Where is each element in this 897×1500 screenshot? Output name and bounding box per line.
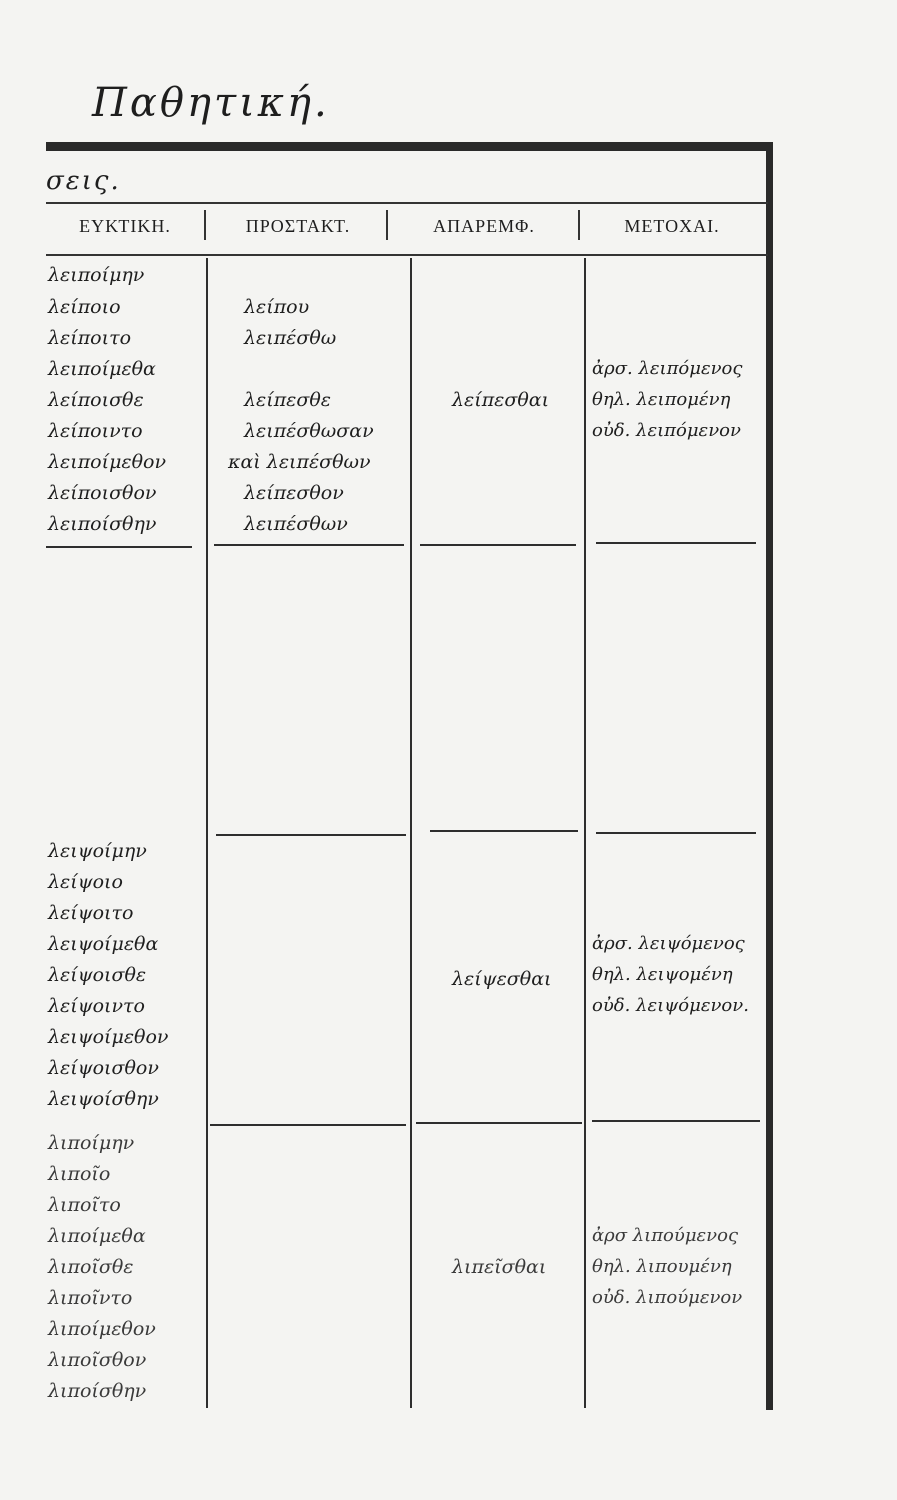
participle-feminine: θηλ. λειπομένη	[592, 389, 731, 410]
participle-masculine: ἀρσ λιπούμενος	[592, 1225, 739, 1246]
header-separator	[386, 210, 388, 240]
optative-form: λιποῖσθε	[48, 1256, 134, 1278]
block-separator	[596, 542, 756, 544]
header-separator	[578, 210, 580, 240]
optative-form: λειποίμεθα	[48, 358, 156, 380]
optative-form: λιποίμην	[48, 1132, 135, 1154]
top-rule	[46, 142, 770, 151]
optative-form: λιποῖντο	[48, 1287, 133, 1309]
optative-form: λείποιο	[48, 296, 121, 318]
infinitive-form: λείπεσθαι	[452, 389, 550, 411]
header-participles: ΜΕΤΟΧΑΙ.	[624, 216, 720, 236]
imperative-form: λειπέσθωσαν	[244, 420, 374, 442]
column-divider-imperative	[410, 258, 412, 1408]
header-optative: ΕΥΚΤΙΚΗ.	[79, 216, 171, 236]
optative-form: λιποῖο	[48, 1163, 111, 1185]
block-separator	[592, 1120, 760, 1122]
optative-form: λείποιντο	[48, 420, 143, 442]
block-separator	[216, 834, 406, 836]
optative-form: λείψοισθε	[48, 964, 147, 986]
participle-masculine: ἀρσ. λειπόμενος	[592, 358, 743, 379]
optative-form: λειψοίμεθα	[48, 933, 159, 955]
infinitive-form: λείψεσθαι	[452, 968, 552, 990]
block-separator	[596, 832, 756, 834]
participle-neuter: οὐδ. λειψόμενον.	[592, 995, 749, 1016]
block-separator	[416, 1122, 582, 1124]
optative-form: λιποίμεθον	[48, 1318, 156, 1340]
optative-form: λείψοισθον	[48, 1057, 159, 1079]
imperative-form: καὶ λειπέσθων	[228, 451, 371, 473]
optative-form: λείψοιτο	[48, 902, 134, 924]
imperative-form: λείπεσθε	[244, 389, 331, 411]
optative-form: λειποίσθην	[48, 513, 157, 535]
optative-form: λείψοιο	[48, 871, 123, 893]
optative-form: λειποίμην	[48, 264, 145, 286]
participle-neuter: οὐδ. λιπούμενον	[592, 1287, 743, 1308]
optative-form: λειψοίμην	[48, 840, 147, 862]
infinitive-form: λιπεῖσθαι	[452, 1256, 547, 1278]
section-divider	[46, 202, 768, 204]
block-separator	[420, 544, 576, 546]
page-title: Παθητική.	[92, 80, 330, 126]
imperative-form: λειπέσθω	[244, 327, 337, 349]
block-separator	[214, 544, 404, 546]
header-imperative: ΠΡΟΣΤΑΚΤ.	[245, 216, 351, 236]
block-separator	[210, 1124, 406, 1126]
optative-form: λιποῖσθον	[48, 1349, 147, 1371]
optative-form: λιποίσθην	[48, 1380, 147, 1402]
column-divider-optative	[206, 258, 208, 1408]
section-heading: σεις.	[46, 166, 121, 196]
block-separator	[430, 830, 578, 832]
optative-form: λείψοιντο	[48, 995, 145, 1017]
participle-masculine: ἀρσ. λειψόμενος	[592, 933, 745, 954]
optative-form: λείποισθον	[48, 482, 157, 504]
column-divider-infinitive	[584, 258, 586, 1408]
optative-form: λειποίμεθον	[48, 451, 167, 473]
optative-form: λείποισθε	[48, 389, 144, 411]
optative-form: λείποιτο	[48, 327, 132, 349]
imperative-form: λείπου	[244, 296, 310, 318]
participle-feminine: θηλ. λειψομένη	[592, 964, 733, 985]
optative-form: λιποίμεθα	[48, 1225, 146, 1247]
optative-form: λειψοίμεθον	[48, 1026, 169, 1048]
header-infinitive: ΑΠΑΡΕΜΦ.	[433, 216, 535, 236]
imperative-form: λειπέσθων	[244, 513, 348, 535]
header-separator	[204, 210, 206, 240]
header-divider	[46, 254, 768, 256]
optative-form: λειψοίσθην	[48, 1088, 159, 1110]
participle-neuter: οὐδ. λειπόμενον	[592, 420, 741, 441]
right-border-rule	[766, 142, 773, 1410]
imperative-form: λείπεσθον	[244, 482, 344, 504]
optative-form: λιποῖτο	[48, 1194, 121, 1216]
block-separator	[46, 546, 192, 548]
participle-feminine: θηλ. λιπουμένη	[592, 1256, 732, 1277]
